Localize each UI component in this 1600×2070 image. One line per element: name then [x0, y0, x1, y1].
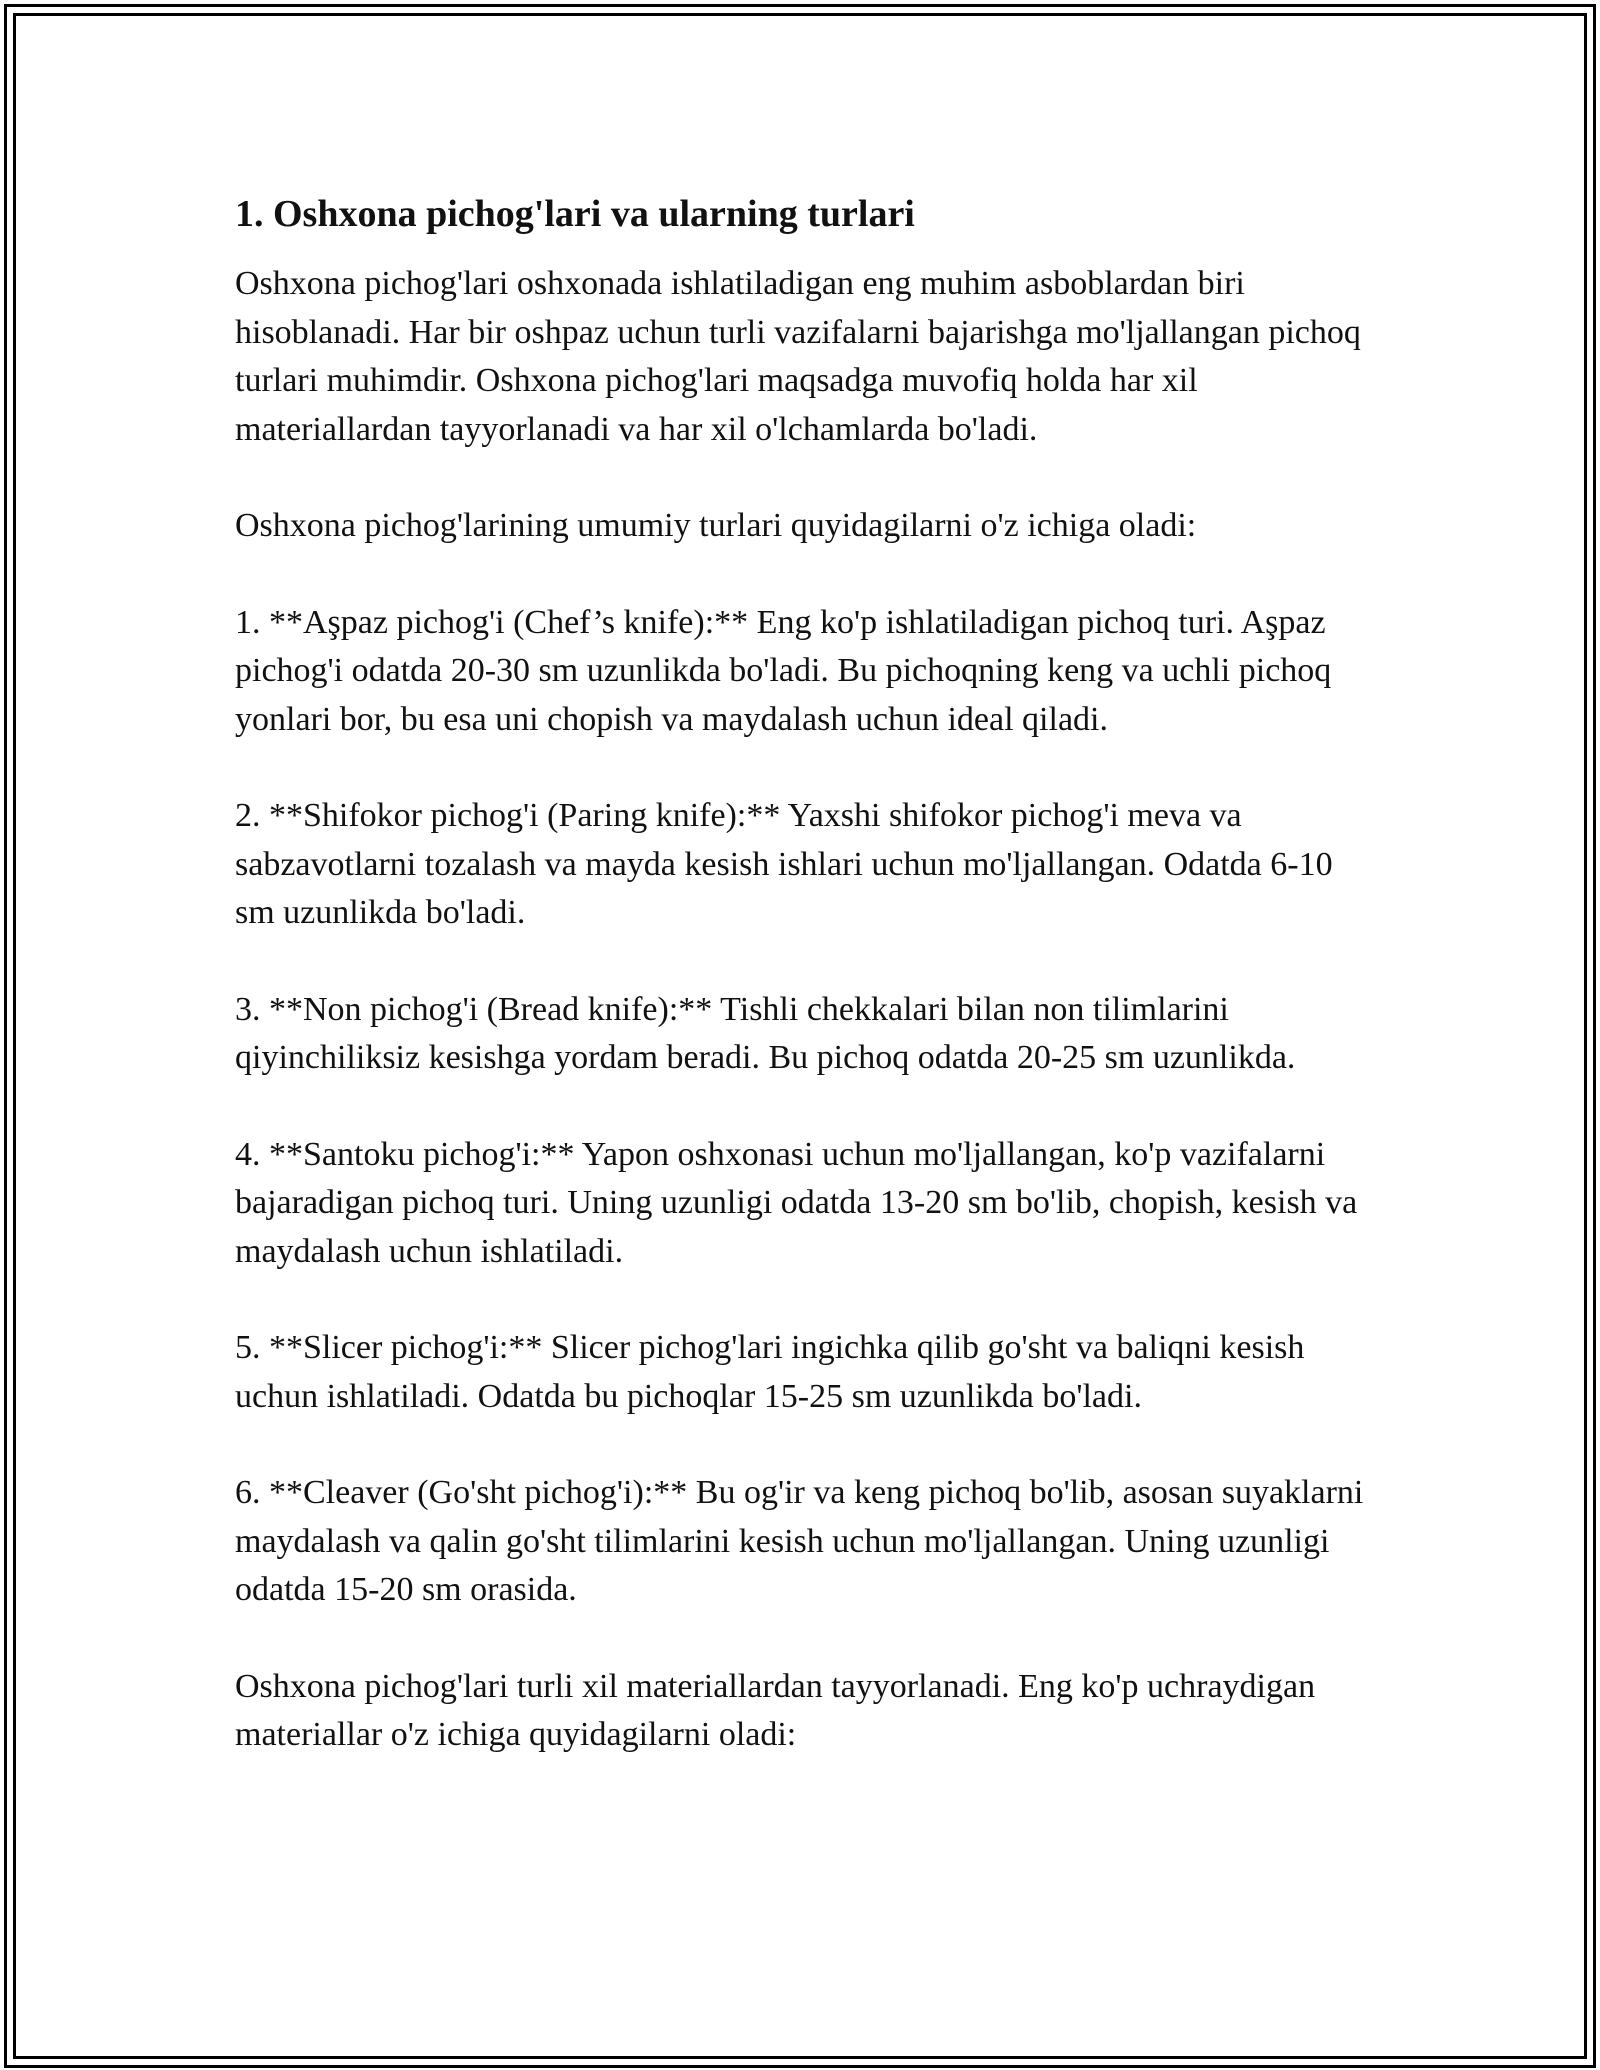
list-item-chef-knife: 1. **Aşpaz pichog'i (Chef’s knife):** Eng ko'p ishlatiladigan pichoq turi. Aşpaz pichog'i odatda 20-30 sm uzunlikda bo'ladi. Bu pichoqning keng va uchli pichoq yonlari bor, bu esa uni chopish va maydalash uchun ideal qiladi.: [235, 603, 1332, 738]
paragraph-intro: Oshxona pichog'lari oshxonada ishlatiladigan eng muhim asboblardan biri hisoblanadi. Har bir oshpaz uchun turli vazifalarni bajarishga mo'ljallangan pichoq turlari muhimdir. Oshxona pichog'lari maqsadga muvofiq holda har xil materiallardan tayyorlanadi va har xil o'lchamlarda bo'ladi.: [235, 265, 1361, 448]
list-item-slicer-knife: 5. **Slicer pichog'i:** Slicer pichog'lari ingichka qilib go'sht va baliqni kesish uchun ishlatiladi. Odatda bu pichoqlar 15-25 sm uzunlikda bo'ladi.: [235, 1329, 1305, 1415]
list-item-paring-knife: 2. **Shifokor pichog'i (Paring knife):** Yaxshi shifokor pichog'i meva va sabzavotlarni tozalash va mayda kesish ishlari uchun mo'ljallangan. Odatda 6-10 sm uzunlikda bo'ladi.: [235, 797, 1333, 931]
document-body: [235, 186, 1370, 1760]
section-heading: 1. Oshxona pichog'lari va ularning turlari: [235, 193, 915, 235]
list-item-santoku-knife: 4. **Santoku pichog'i:** Yapon oshxonasi uchun mo'ljallangan, ko'p vazifalarni bajaradigan pichoq turi. Uning uzunligi odatda 13-20 sm bo'lib, chopish, kesish va maydalash uchun ishlatiladi.: [235, 1135, 1358, 1270]
list-item-bread-knife: 3. **Non pichog'i (Bread knife):** Tishli chekkalari bilan non tilimlarini qiyinchiliksiz kesishga yordam beradi. Bu pichoq odatda 20-25 sm uzunlikda.: [235, 990, 1296, 1076]
paragraph-materials-lead: Oshxona pichog'lari turli xil materiallardan tayyorlanadi. Eng ko'p uchraydigan materiallar o'z ichiga quyidagilarni oladi:: [235, 1667, 1316, 1753]
list-item-cleaver: 6. **Cleaver (Go'sht pichog'i):** Bu og'ir va keng pichoq bo'lib, asosan suyaklarni maydalash va qalin go'sht tilimlarini kesish uchun mo'ljallangan. Uning uzunligi odatda 15-20 sm orasida.: [235, 1474, 1364, 1608]
paragraph-types-lead: Oshxona pichog'larining umumiy turlari quyidagilarni o'z ichiga oladi:: [235, 507, 1197, 544]
